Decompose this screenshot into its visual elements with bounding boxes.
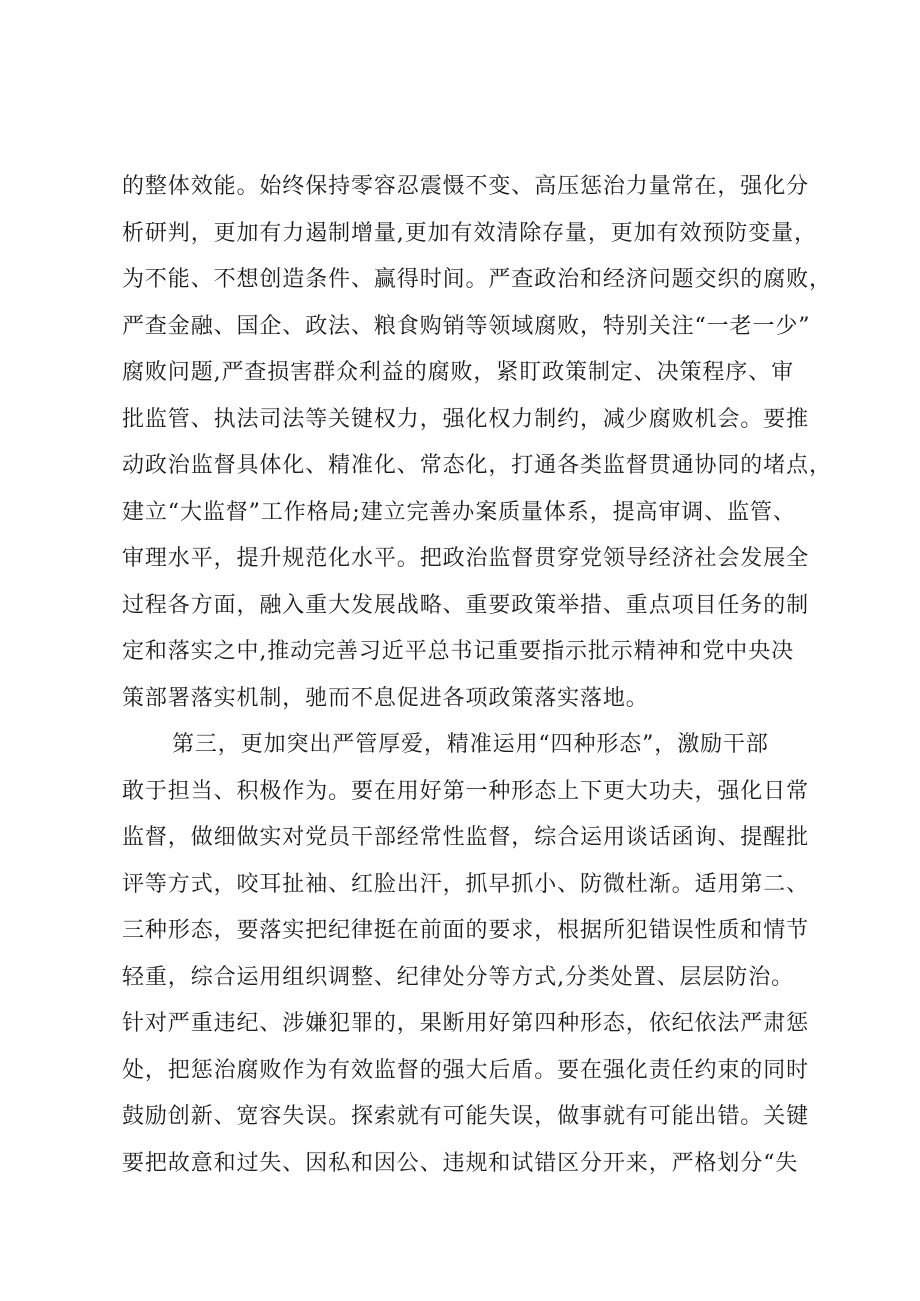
paragraph-start-line: 第三，更加突出严管厚爱，精准运用“四种形态”，激励干部 (172, 732, 769, 757)
text-line: 敢于担当、积极作为。要在用好第一种形态上下更大功夫，强化日常 (122, 778, 810, 804)
text-line: 处，把惩治腐败作为有效监督的强大后盾。要在强化责任约束的同时 (122, 1057, 810, 1083)
text-line: 动政治监督具体化、精准化、常态化，打通各类监督贯通协同的堵点， (122, 453, 832, 478)
text-line: 为不能、不想创造条件、赢得时间。严查政治和经济问题交织的腐败， (122, 267, 832, 292)
text-line: 三种形态，要落实把纪律挺在前面的要求，根据所犯错误性质和情节 (122, 918, 810, 943)
text-line: 鼓励创新、宽容失误。探索就有可能失误，做事就有可能出错。关键 (122, 1104, 810, 1129)
text-line: 析研判，更加有力遏制增量,更加有效清除存量，更加有效预防变量， (122, 220, 817, 246)
text-line: 过程各方面，融入重大发展战略、重要政策举措、重点项目任务的制 (122, 592, 810, 618)
text-line: 审理水平，提升规范化水平。把政治监督贯穿党领导经济社会发展全 (122, 546, 810, 571)
body-text (122, 164, 832, 1187)
text-line: 的整体效能。始终保持零容忍震慑不变、高压惩治力量常在，强化分 (122, 174, 810, 199)
text-line: 要把故意和过失、因私和因公、违规和试错区分开来，严格划分“失 (122, 1150, 799, 1176)
text-line: 针对严重违纪、涉嫌犯罪的，果断用好第四种形态，依纪依法严肃惩 (122, 1011, 810, 1036)
text-line: 批监管、执法司法等关键权力，强化权力制约，减少腐败机会。要推 (122, 406, 810, 432)
text-line: 策部署落实机制，驰而不息促进各项政策落实落地。 (122, 685, 649, 711)
text-line: 腐败问题,严查损害群众利益的腐败，紧盯政策制定、决策程序、审 (122, 360, 794, 385)
text-line: 评等方式，咬耳扯袖、红脸出汗，抓早抓小、防微杜渐。适用第二、 (122, 871, 810, 897)
text-line: 建立“大监督”工作格局;建立完善办案质量体系，提高审调、监管、 (122, 499, 796, 525)
text-line: 轻重，综合运用组织调整、纪律处分等方式,分类处置、层层防治。 (122, 964, 794, 990)
text-line: 定和落实之中,推动完善习近平总书记重要指示批示精神和党中央决 (122, 639, 794, 664)
text-line: 监督，做细做实对党员干部经常性监督，综合运用谈话函询、提醒批 (122, 825, 810, 850)
text-line: 严查金融、国企、政法、粮食购销等领域腐败，特别关注“一老一少” (122, 313, 811, 339)
